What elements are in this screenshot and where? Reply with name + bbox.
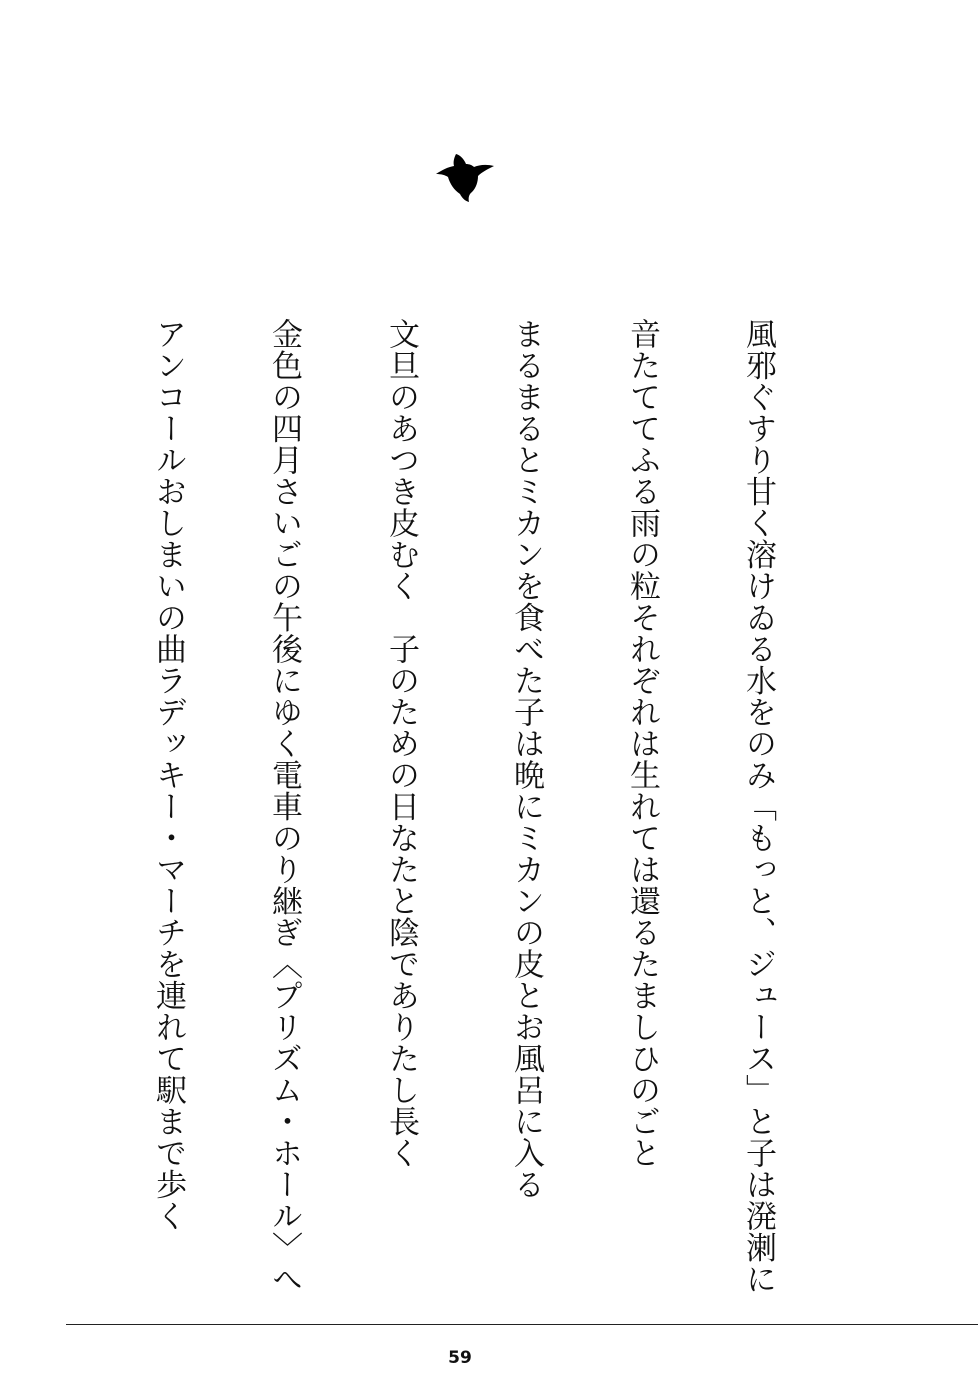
tanka-3: まるまるとミカンを食べた子は晩にミカンの皮とお風呂に入る [508, 318, 544, 1200]
tanka-2: 音たててふる雨の粒それぞれは生れては還るたましひのごと [624, 318, 660, 1169]
tanka-5: 金色の四月さいごの午後にゆく電車のり継ぎ〈プリズム・ホール〉へ [266, 318, 302, 1295]
tanka-1: 風邪ぐすり甘く溶けゐる水をのみ「もっと、ジュース」と子は溌溂に [740, 318, 776, 1295]
poem-collection [0, 318, 980, 1295]
footer-rule [66, 1324, 978, 1325]
tanka-6: アンコールおしまいの曲ラデッキー・マーチを連れて駅まで歩く [150, 318, 186, 1232]
bird-silhouette-icon [432, 148, 496, 204]
tanka-4: 文旦のあつき皮むく 子のための日なたと陰でありたし長く [383, 318, 419, 1169]
page-number: 59 [448, 1348, 472, 1368]
